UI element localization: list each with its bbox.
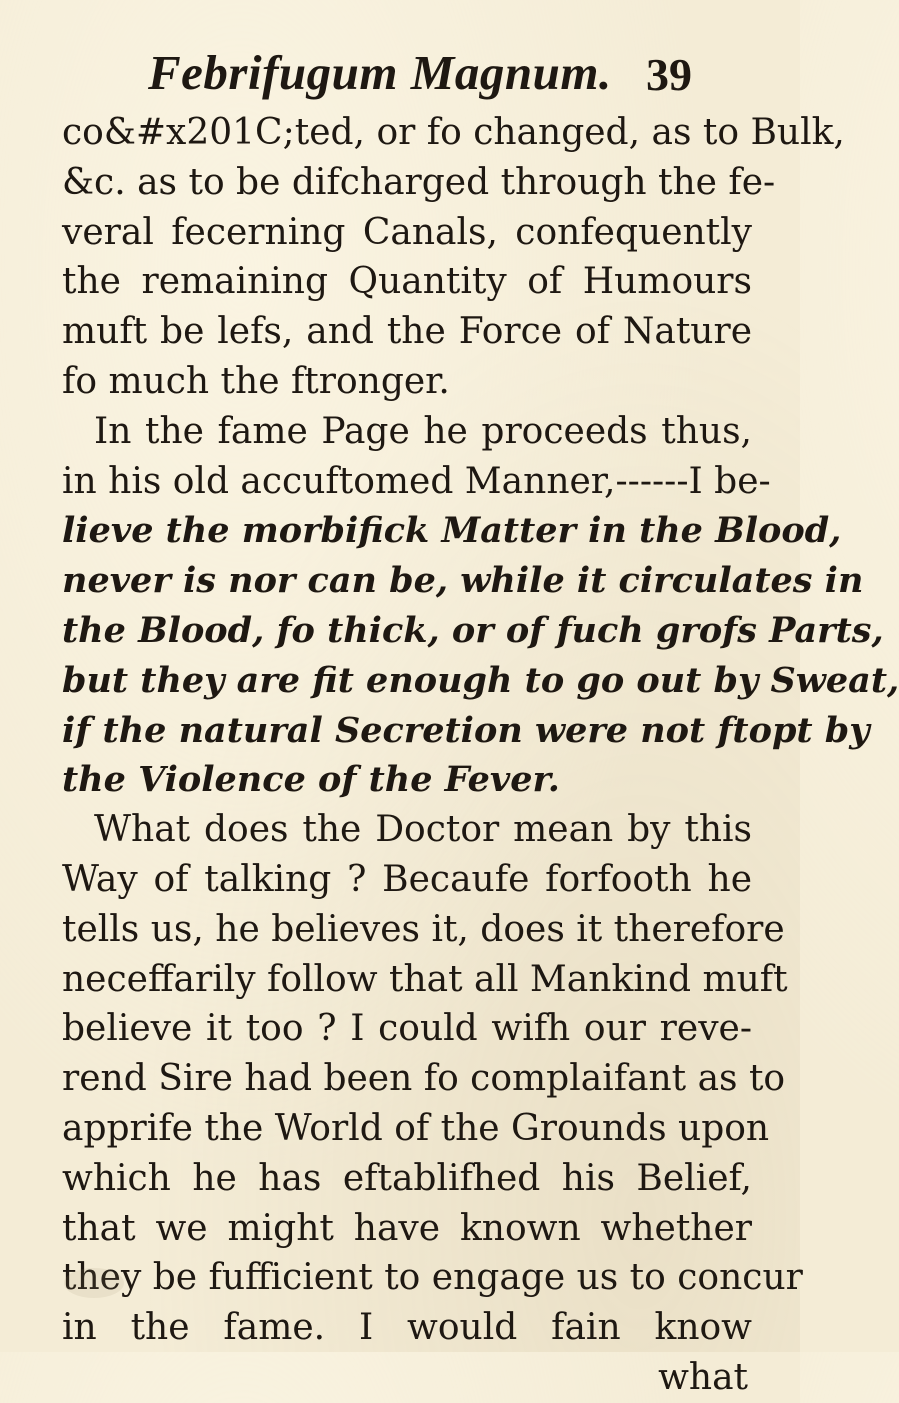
quoted-line: lieve the morbifick Matter in the Blood, xyxy=(62,510,842,552)
quoted-line: never is nor can be, while it circulates in xyxy=(62,560,864,602)
text-line: that we might have known whether xyxy=(62,1207,752,1249)
text-line: veral fecerning Canals, confequently xyxy=(62,211,752,253)
text-line: they be fufficient to engage us to concur xyxy=(62,1257,803,1299)
paper-stain xyxy=(64,1268,124,1298)
catchword: what xyxy=(658,1356,748,1398)
quoted-line: but they are fit enough to go out by Sweat, xyxy=(62,659,899,701)
paragraph-start-line: What does the Doctor mean by this xyxy=(94,809,752,851)
page-number: 39 xyxy=(646,49,692,100)
text-line: muft be lefs, and the Force of Nature xyxy=(62,311,752,353)
text-line: in the fame. I would fain know xyxy=(62,1307,752,1349)
quoted-line: the Violence of the Fever. xyxy=(62,759,560,801)
text-line: rend Sire had been fo complaifant as to xyxy=(62,1058,786,1100)
quoted-line: if the natural Secretion were not ftopt by xyxy=(62,709,870,751)
text-line: believe it too ? I could wifh our reve- xyxy=(62,1008,752,1050)
text-line: co&#x201C;ted, or fo changed, as to Bulk, xyxy=(62,112,845,153)
text-line: &c. as to be difcharged through the fe- xyxy=(62,161,776,203)
text-line: the remaining Quantity of Humours xyxy=(62,261,752,303)
text-line: neceffarily follow that all Mankind muft xyxy=(62,958,788,1000)
text-line: in his old accuftomed Manner,------I be- xyxy=(62,460,771,502)
text-line: Way of talking ? Becaufe forfooth he xyxy=(62,858,752,900)
text-line: apprife the World of the Grounds upon xyxy=(62,1107,770,1149)
quoted-line: the Blood, fo thick, or of fuch grofs Parts, xyxy=(62,609,884,651)
paragraph-start-line: In the fame Page he proceeds thus, xyxy=(94,410,752,452)
body-text xyxy=(62,108,899,1403)
running-title: Febrifugum Magnum. xyxy=(148,45,612,100)
running-head xyxy=(148,44,708,102)
text-line: tells us, he believes it, does it therefore xyxy=(62,908,785,950)
text-line: which he has eftablifhed his Belief, xyxy=(62,1157,752,1199)
text-line: fo much the ftronger. xyxy=(62,360,450,402)
